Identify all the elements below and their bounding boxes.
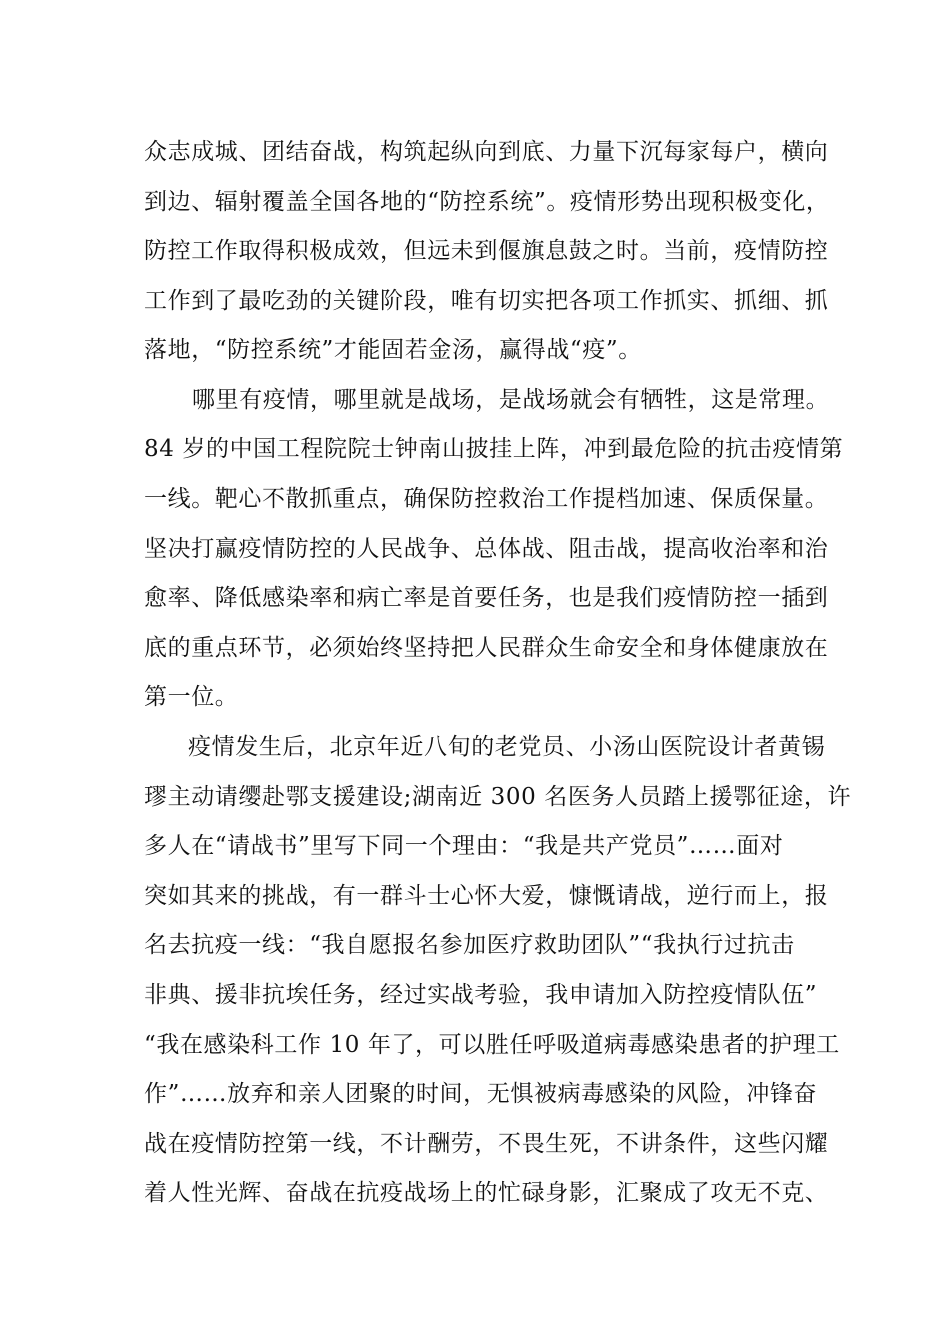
text-line-7: 84 岁的中国工程院院士钟南山披挂上阵，冲到最危险的抗击疫情第: [144, 436, 844, 462]
text-line-14: 璆主动请缨赴鄂支援建设;湖南近 300 名医务人员踏上援鄂征途，许: [144, 784, 852, 810]
text-line-8: 一线。靶心不散抓重点，确保防控救治工作提档加速、保质保量。: [144, 486, 829, 512]
text-line-4: 工作到了最吃劲的关键阶段，唯有切实把各项工作抓实、抓细、抓: [144, 288, 829, 314]
text-line-20: 作”……放弃和亲人团聚的时间，无惧被病毒感染的风险，冲锋奋: [144, 1081, 818, 1107]
text-line-13: 疫情发生后，北京年近八旬的老党员、小汤山医院设计者黄锡: [188, 734, 826, 760]
text-line-9: 坚决打赢疫情防控的人民战争、总体战、阻击战，提高收治率和治: [144, 536, 829, 562]
text-line-12: 第一位。: [144, 684, 239, 710]
text-line-10: 愈率、降低感染率和病亡率是首要任务，也是我们疫情防控一插到: [144, 585, 829, 611]
text-line-3: 防控工作取得积极成效，但远未到偃旗息鼓之时。当前，疫情防控: [144, 238, 829, 264]
text-line-1: 众志成城、团结奋战，构筑起纵向到底、力量下沉每家每户，横向: [144, 139, 829, 165]
text-line-11: 底的重点环节，必须始终坚持把人民群众生命安全和身体健康放在: [144, 635, 829, 661]
text-line-16: 突如其来的挑战，有一群斗士心怀大爱，慷慨请战，逆行而上，报: [144, 883, 829, 909]
text-line-18: 非典、援非抗埃任务，经过实战考验，我申请加入防控疫情队伍”: [144, 982, 818, 1008]
text-line-21: 战在疫情防控第一线，不计酬劳，不畏生死，不讲条件，这些闪耀: [144, 1131, 829, 1157]
text-line-5: 落地，“防控系统”才能固若金汤，赢得战“疫”。: [144, 337, 642, 363]
text-line-19: “我在感染科工作 10 年了，可以胜任呼吸道病毒感染患者的护理工: [144, 1032, 840, 1058]
text-line-6: 哪里有疫情，哪里就是战场，是战场就会有牺牲，这是常理。: [192, 387, 830, 413]
text-line-15: 多人在“请战书”里写下同一个理由：“我是共产党员”……面对: [144, 833, 784, 859]
text-line-17: 名去抗疫一线：“我自愿报名参加医疗救助团队”“我执行过抗击: [144, 932, 795, 958]
text-line-2: 到边、辐射覆盖全国各地的“防控系统”。疫情形势出现积极变化，: [144, 189, 830, 215]
text-line-22: 着人性光辉、奋战在抗疫战场上的忙碌身影，汇聚成了攻无不克、: [144, 1180, 829, 1206]
